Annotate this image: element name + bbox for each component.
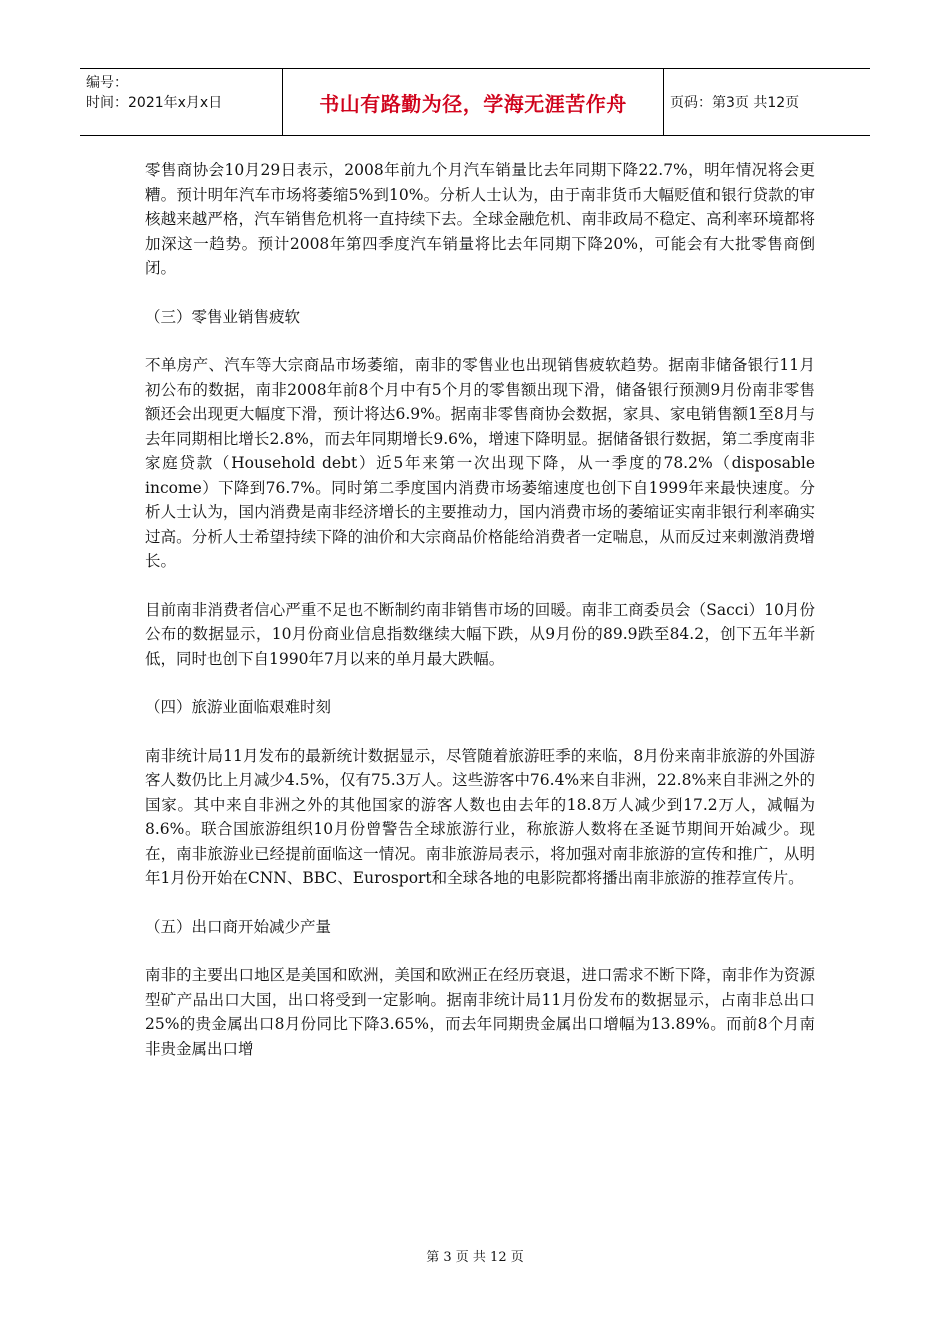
header-meta	[80, 69, 283, 135]
header-page-info: 页码：第3页 共12页	[670, 95, 800, 111]
paragraph-tourism: 南非统计局11月发布的最新统计数据显示，尽管随着旅游旺季的来临，8月份来南非旅游的外国游客人数仍比上月减少4.5%，仅有75.3万人。这些游客中76.4%来自非洲，22.8%来自非洲之外的国家。其中来自非洲之外的其他国家的游客人数也由去年的18.8万人减少到17.2万人，减幅为8.6%。联合国旅游组织10月份曾警告全球旅游行业，称旅游人数将在圣诞节期间开始减少。现在，南非旅游业已经提前面临这一情况。南非旅游局表示，将加强对南非旅游的宣传和推广，从明年1月份开始在CNN、BBC、Eurosport和全球各地的电影院都将播出南非旅游的推荐宣传片。	[145, 746, 815, 887]
page-header	[80, 68, 870, 136]
paragraph-retail: 不单房产、汽车等大宗商品市场萎缩，南非的零售业也出现销售疲软趋势。据南非储备银行11月初公布的数据，南非2008年前8个月中有5个月的零售额出现下滑，储备银行预测9月份南非零售额还会出现更大幅度下滑，预计将达6.9%。据南非零售商协会数据，家具、家电销售额1至8月与去年同期相比增长2.8%，而去年同期增长9.6%，增速下降明显。据储备银行数据，第二季度南非家庭贷款（Household debt）近5年来第一次出现下降，从一季度的78.2%（disposable income）下降到76.7%。同时第二季度国内消费市场萎缩速度也创下自1999年来最快速度。分析人士认为，国内消费是南非经济增长的主要推动力，国内消费市场的萎缩证实南非银行利率确实过高。分析人士希望持续下降的油价和大宗商品价格能给消费者一定喘息，从而反过来刺激消费增长。	[145, 356, 815, 570]
section-heading-exports: （五）出口商开始减少产量	[145, 917, 332, 936]
document-number-label: 编号：	[86, 75, 128, 91]
page-footer: 第 3 页 共 12 页	[426, 1250, 524, 1265]
paragraph-consumer-confidence: 目前南非消费者信心严重不足也不断制约南非销售市场的回暖。南非工商委员会（Sacci）10月份公布的数据显示，10月份商业信息指数继续大幅下跌，从9月份的89.9跌至84.2，创下五年半新低，同时也创下自1990年7月以来的单月最大跌幅。	[145, 600, 815, 668]
document-body	[145, 158, 815, 1085]
section-heading-tourism: （四）旅游业面临艰难时刻	[145, 698, 332, 716]
paragraph-exports: 南非的主要出口地区是美国和欧洲，美国和欧洲正在经历衰退，进口需求不断下降，南非作为资源型矿产品出口大国，出口将受到一定影响。据南非统计局11月份发布的数据显示，占南非总出口25%的贵金属出口8月份同比下降3.65%，而去年同期贵金属出口增幅为13.89%。而前8个月南非贵金属出口增	[145, 966, 815, 1058]
header-motto: 书山有路勤为径，学海无涯苦作舟	[283, 69, 664, 135]
document-time-label: 时间：2021年x月x日	[86, 95, 223, 111]
paragraph-auto-sales: 零售商协会10月29日表示，2008年前九个月汽车销量比去年同期下降22.7%，明年情况将会更糟。预计明年汽车市场将萎缩5%到10%。分析人士认为，由于南非货币大幅贬值和银行贷款的审核越来越严格，汽车销售危机将一直持续下去。全球金融危机、南非政局不稳定、高利率环境都将加深这一趋势。预计2008年第四季度汽车销量将比去年同期下降20%，可能会有大批零售商倒闭。	[145, 161, 815, 277]
section-heading-retail: （三）零售业销售疲软	[145, 307, 301, 326]
